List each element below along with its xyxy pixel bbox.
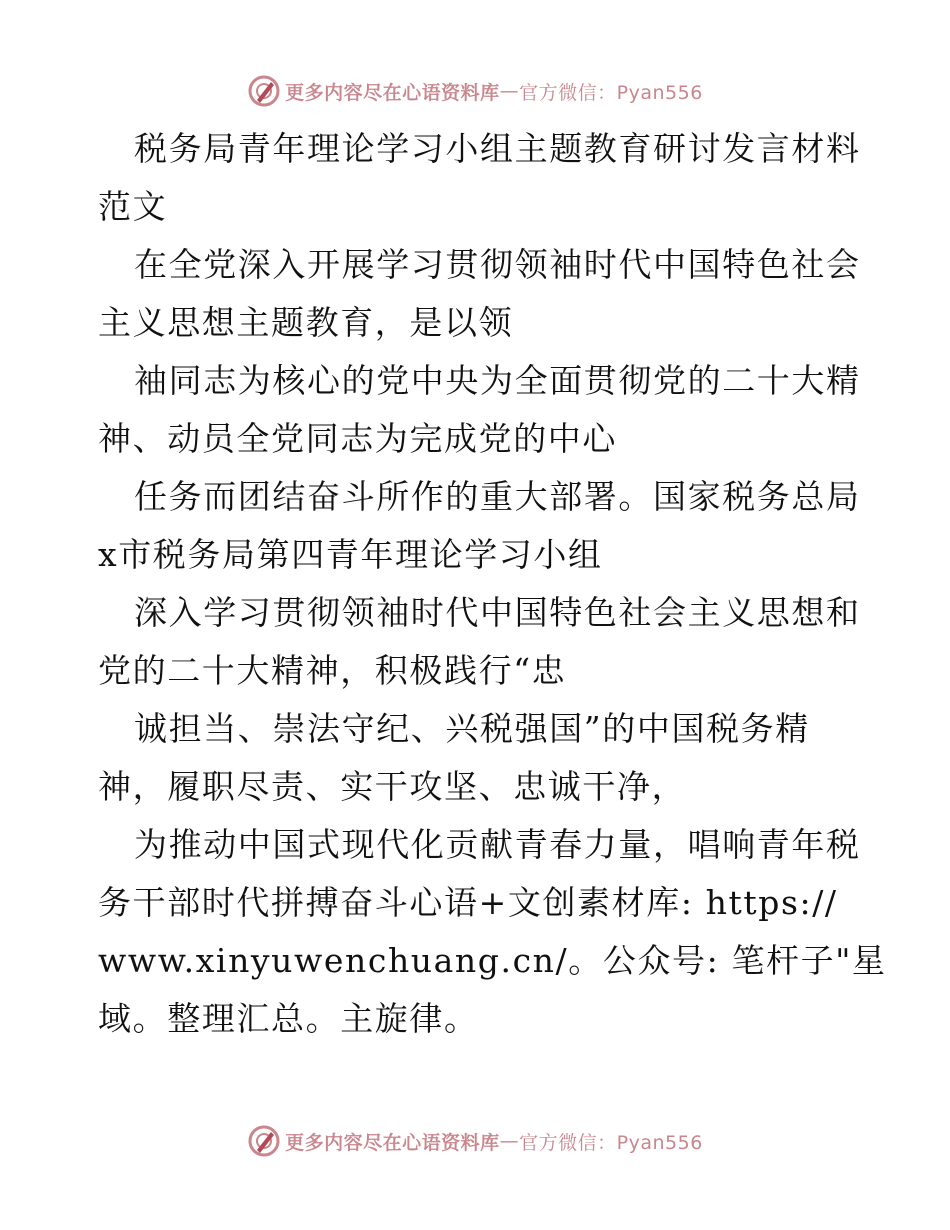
watermark-separator: — [499, 1130, 520, 1152]
paragraph-line: 任务而团结奋斗所作的重大部署。国家税务总局 [134, 477, 861, 516]
paragraph-line: x市税务局第四青年理论学习小组 [98, 535, 603, 574]
paragraph-line: www.xinyuwenchuang.cn/。公众号: 笔杆子"星 [98, 941, 887, 980]
paragraph-line: 党的二十大精神，积极践行“忠 [98, 651, 567, 690]
paragraph-line: 深入学习贯彻领袖时代中国特色社会主义思想和 [134, 593, 861, 632]
paragraph-line: 域。整理汇总。主旋律。 [98, 999, 479, 1038]
paragraph-line: 诚担当、崇法守纪、兴税强国”的中国税务精 [134, 709, 810, 748]
paragraph-line: 袖同志为核心的党中央为全面贯彻党的二十大精 [134, 361, 861, 400]
watermark-brand: 更多内容尽在心语资料库 [285, 1131, 500, 1154]
watermark-account: 官方微信：Pyan556 [519, 1131, 703, 1154]
paragraph-line: 为推动中国式现代化贡献青春力量，唱响青年税 [134, 825, 861, 864]
paragraph-line: 务干部时代拼搏奋斗心语+文创素材库: https:// [98, 883, 838, 922]
document-body [98, 120, 887, 1048]
watermark-account: 官方微信：Pyan556 [519, 81, 703, 104]
paragraph-line: 在全党深入开展学习贯彻领袖时代中国特色社会 [134, 245, 861, 284]
seal-logo-icon [247, 74, 281, 108]
paragraph-line: 主义思想主题教育，是以领 [98, 303, 514, 342]
footer-watermark [0, 1121, 950, 1161]
document-title-cont: 范文 [98, 187, 168, 226]
seal-logo-icon [247, 1124, 281, 1158]
document-title: 税务局青年理论学习小组主题教育研讨发言材料 [134, 129, 861, 168]
header-watermark [0, 71, 950, 111]
watermark-separator: — [499, 80, 520, 102]
paragraph-line: 神、动员全党同志为完成党的中心 [98, 419, 617, 458]
watermark-brand: 更多内容尽在心语资料库 [285, 81, 500, 104]
paragraph-line: 神，履职尽责、实干攻坚、忠诚干净， [98, 767, 687, 806]
